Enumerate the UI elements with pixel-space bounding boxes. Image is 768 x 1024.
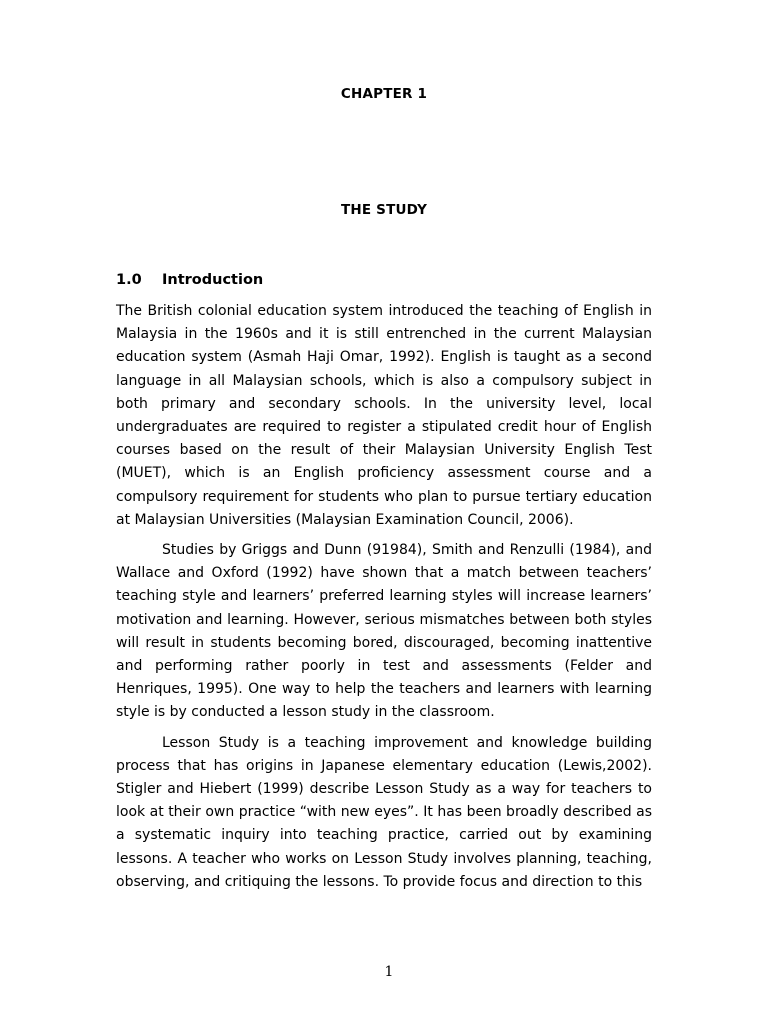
paragraph: Lesson Study is a teaching improvement and knowledge building process that has origins in Japanese elementary education (Lewis,2002). Stigler and Hiebert (1999) describe Lesson Study as a way for teachers to look at their own practice “with new eyes”. It has been broadly described as a systematic inquiry into teaching practice, carried out by examining lessons. A teacher who works on Lesson Study involves planning, teaching, observing, and critiquing the lessons. To provide focus and direction to this [116, 734, 652, 890]
paragraph: Studies by Griggs and Dunn (91984), Smith and Renzulli (1984), and Wallace and Oxford (1992) have shown that a match between teachers’ teaching style and learners’ preferred learning styles will increase learners’ motivation and learning. However, serious mismatches between both styles will result in students becoming bored, discouraged, becoming inattentive and performing rather poorly in test and assessments (Felder and Henriques, 1995). One way to help the teachers and learners with learning style is by conducted a lesson study in the classroom. [116, 542, 652, 721]
paragraph: The British colonial education system introduced the teaching of English in Malaysia in the 1960s and it is still entrenched in the current Malaysian education system (Asmah Haji Omar, 1992). English is taught as a second language in all Malaysian schools, which is also a compulsory subject in both primary and secondary schools. In the university level, local undergraduates are required to register a stipulated credit hour of English courses based on the result of their Malaysian University English Test (MUET), which is an English proficiency assessment course and a compulsory requirement for students who plan to pursue tertiary education at Malaysian Universities (Malaysian Examination Council, 2006). [116, 303, 652, 528]
chapter-title: THE STUDY [340, 202, 428, 218]
chapter-label: CHAPTER 1 [340, 86, 428, 102]
section-title: Introduction [162, 272, 264, 288]
body-text [116, 300, 652, 901]
page-number: 1 [384, 964, 394, 980]
section-number: 1.0 [116, 272, 142, 288]
section-heading [116, 272, 263, 288]
